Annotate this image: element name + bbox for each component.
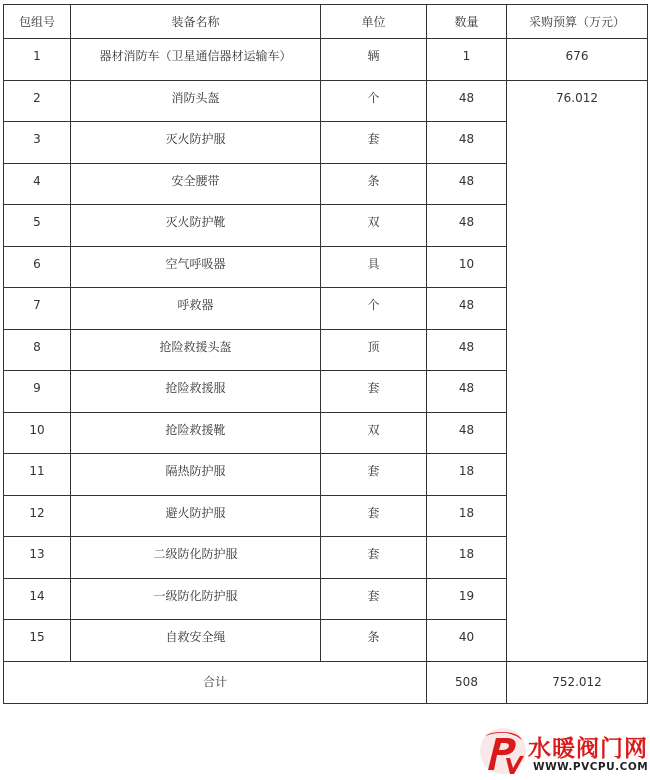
header-quantity: 数量 xyxy=(427,5,507,39)
procurement-table xyxy=(3,4,648,704)
cell-equipment-name: 抢险救援服 xyxy=(71,371,321,413)
cell-package-no: 14 xyxy=(4,578,71,620)
cell-package-no: 6 xyxy=(4,246,71,288)
cell-unit: 套 xyxy=(321,495,427,537)
cell-unit: 具 xyxy=(321,246,427,288)
cell-equipment-name: 消防头盔 xyxy=(71,80,321,122)
cell-equipment-name: 自救安全绳 xyxy=(71,620,321,662)
cell-quantity: 18 xyxy=(427,454,507,496)
table-row xyxy=(4,39,648,81)
cell-equipment-name: 隔热防护服 xyxy=(71,454,321,496)
cell-package-no: 15 xyxy=(4,620,71,662)
cell-unit: 套 xyxy=(321,371,427,413)
cell-quantity: 48 xyxy=(427,205,507,247)
cell-quantity: 48 xyxy=(427,80,507,122)
total-row xyxy=(4,661,648,703)
total-quantity: 508 xyxy=(427,661,507,703)
cell-equipment-name: 抢险救援头盔 xyxy=(71,329,321,371)
watermark-title: 水暖阀门网 xyxy=(528,736,648,762)
table-row xyxy=(4,80,648,122)
cell-package-no: 2 xyxy=(4,80,71,122)
header-equipment-name: 装备名称 xyxy=(71,5,321,39)
cell-quantity: 1 xyxy=(427,39,507,81)
cell-package-no: 3 xyxy=(4,122,71,164)
cell-quantity: 48 xyxy=(427,329,507,371)
cell-unit: 辆 xyxy=(321,39,427,81)
cell-equipment-name: 避火防护服 xyxy=(71,495,321,537)
cell-unit: 套 xyxy=(321,454,427,496)
cell-quantity: 48 xyxy=(427,163,507,205)
cell-unit: 套 xyxy=(321,537,427,579)
cell-package-no: 12 xyxy=(4,495,71,537)
cell-equipment-name: 灭火防护靴 xyxy=(71,205,321,247)
cell-package-no: 8 xyxy=(4,329,71,371)
cell-equipment-name: 灭火防护服 xyxy=(71,122,321,164)
cell-package-no: 11 xyxy=(4,454,71,496)
cell-equipment-name: 呼救器 xyxy=(71,288,321,330)
pv-logo-icon xyxy=(478,726,528,776)
cell-equipment-name: 空气呼吸器 xyxy=(71,246,321,288)
cell-quantity: 48 xyxy=(427,122,507,164)
cell-quantity: 40 xyxy=(427,620,507,662)
cell-package-no: 10 xyxy=(4,412,71,454)
cell-unit: 条 xyxy=(321,620,427,662)
cell-quantity: 48 xyxy=(427,288,507,330)
cell-package-no: 5 xyxy=(4,205,71,247)
cell-package-no: 13 xyxy=(4,537,71,579)
cell-package-no: 1 xyxy=(4,39,71,81)
cell-package-no: 4 xyxy=(4,163,71,205)
cell-unit: 双 xyxy=(321,412,427,454)
cell-package-no: 9 xyxy=(4,371,71,413)
cell-equipment-name: 安全腰带 xyxy=(71,163,321,205)
cell-equipment-name: 一级防化防护服 xyxy=(71,578,321,620)
cell-unit: 双 xyxy=(321,205,427,247)
cell-quantity: 48 xyxy=(427,371,507,413)
cell-equipment-name: 器材消防车（卫星通信器材运输车） xyxy=(71,39,321,81)
cell-quantity: 18 xyxy=(427,495,507,537)
total-label: 合计 xyxy=(4,661,427,703)
cell-quantity: 19 xyxy=(427,578,507,620)
table-body xyxy=(4,39,648,704)
cell-quantity: 10 xyxy=(427,246,507,288)
cell-package-no: 7 xyxy=(4,288,71,330)
header-budget: 采购预算（万元） xyxy=(507,5,648,39)
total-budget: 752.012 xyxy=(507,661,648,703)
header-package-no: 包组号 xyxy=(4,5,71,39)
header-row xyxy=(4,5,648,39)
cell-unit: 顶 xyxy=(321,329,427,371)
cell-unit: 套 xyxy=(321,578,427,620)
cell-unit: 套 xyxy=(321,122,427,164)
cell-unit: 个 xyxy=(321,80,427,122)
watermark-url: WWW.PVCPU.COM xyxy=(533,761,649,773)
cell-unit: 条 xyxy=(321,163,427,205)
cell-unit: 个 xyxy=(321,288,427,330)
cell-equipment-name: 二级防化防护服 xyxy=(71,537,321,579)
cell-budget-merged: 76.012 xyxy=(507,80,648,661)
cell-quantity: 18 xyxy=(427,537,507,579)
watermark xyxy=(478,726,650,780)
cell-equipment-name: 抢险救援靴 xyxy=(71,412,321,454)
cell-quantity: 48 xyxy=(427,412,507,454)
header-unit: 单位 xyxy=(321,5,427,39)
cell-budget: 676 xyxy=(507,39,648,81)
